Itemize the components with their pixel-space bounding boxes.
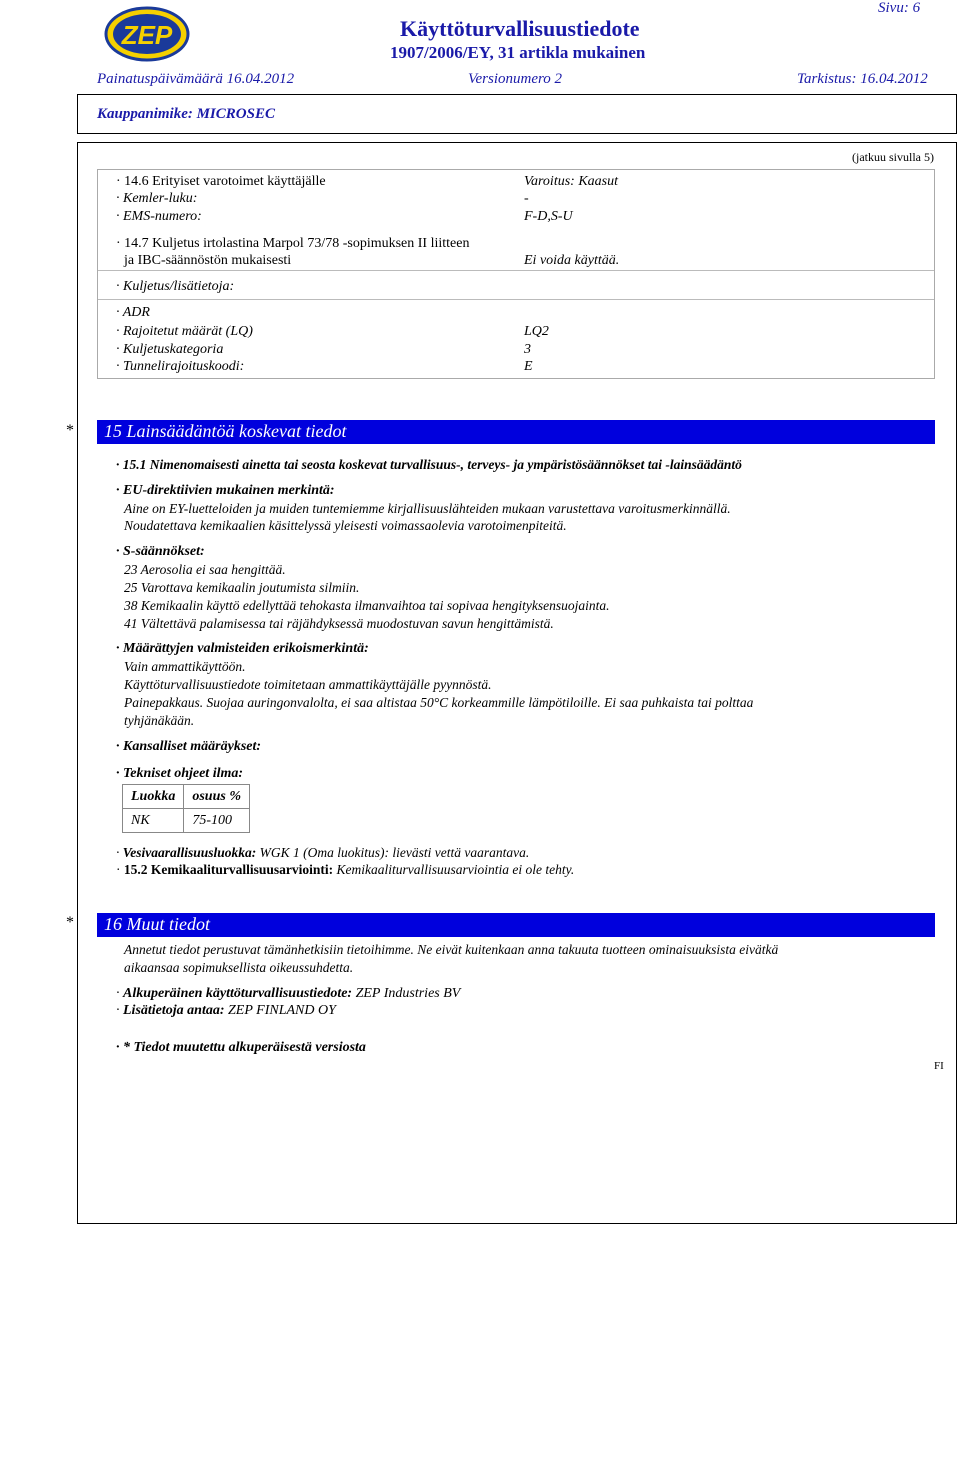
original-sds-label: Alkuperäinen käyttöturvallisuustiedote: [123, 986, 353, 1001]
contact-value: ZEP FINLAND OY [228, 1003, 336, 1018]
print-date: Painatuspäivämäärä 16.04.2012 [97, 71, 295, 87]
s14-label: 14.6 Erityiset varotoimet käyttäjälle [124, 174, 326, 189]
trade-name: Kauppanimike: MICROSEC [97, 106, 275, 122]
table-header-row [123, 785, 250, 809]
table-header-cell: Luokka [123, 785, 184, 809]
s14-value: E [524, 359, 533, 374]
section-16-bar [97, 913, 935, 937]
s14-row-category: · Kuljetuskategoria [116, 342, 224, 357]
s-rule-41: 41 Vältettävä palamisessa tai räjähdyksessä muodostuvan savun hengittämistä. [124, 616, 554, 631]
chem-safety-row: · 15.2 Kemikaaliturvallisuusarviointi: Kemikaaliturvallisuusarviointia ei ole tehty. [116, 862, 575, 877]
s14-label: EMS-numero: [123, 209, 202, 224]
chem-safety-value: Kemikaaliturvallisuusarviointia ei ole tehty. [336, 862, 575, 877]
tech-label-text: Tekniset ohjeet ilma: [123, 766, 244, 781]
disclaimer-line-1: Annetut tiedot perustuvat tämänhetkisiin tietoihimme. Ne eivät kuitenkaan anna takuuta tuotteen ominaisuuksista eivätkä [124, 942, 779, 957]
chem-safety-label: 15.2 Kemikaaliturvallisuusarviointi: [123, 862, 334, 877]
s14-row-lq: · Rajoitetut määrät (LQ) [116, 324, 253, 339]
s14-label: 14.7 Kuljetus irtolastina Marpol 73/78 -sopimuksen II liitteen [124, 236, 470, 251]
water-hazard-label: Vesivaarallisuusluokka: [122, 845, 257, 860]
s14-label: Kuljetus/lisätietoja: [123, 279, 235, 294]
table-header-cell: osuus % [184, 785, 250, 809]
s14-value: Varoitus: Kaasut [524, 174, 618, 189]
continuation-note: (jatkuu sivulla 5) [852, 150, 934, 164]
s14-row-kemler: · Kemler-luku: [116, 191, 198, 206]
eu-label: · EU-direktiivien mukainen merkintä: [116, 483, 335, 498]
language-tag: FI [934, 1060, 944, 1072]
s-rules-label: · S-säännökset: [116, 544, 205, 559]
special-label: · Määrättyjen valmisteiden erikoismerkintä: [116, 641, 369, 656]
s14-row-ems: · EMS-numero: [116, 209, 202, 224]
table-cell: 75-100 [184, 809, 250, 833]
s14-row-marpol: · 14.7 Kuljetus irtolastina Marpol 73/78 -sopimuksen II liitteen [116, 236, 470, 251]
document-subtitle: 1907/2006/EY, 31 artikla mukainen [390, 43, 646, 62]
s14-label-cont: ja IBC-säännöstön mukaisesti [124, 253, 292, 268]
document-title: Käyttöturvallisuustiedote [400, 16, 640, 41]
page-number: Sivu: 6 [878, 0, 921, 16]
s-rule-23: 23 Aerosolia ei saa hengittää. [124, 562, 286, 577]
water-hazard-row: · Vesivaarallisuusluokka: WGK 1 (Oma luokitus): lievästi vettä vaarantava. [116, 845, 530, 860]
changed-marker: * [66, 914, 74, 931]
s14-row-transport-info: · Kuljetus/lisätietoja: [116, 279, 235, 294]
section-15-title: 15 Lainsäädäntöä koskevat tiedot [104, 421, 347, 441]
s-rules-label-text: S-säännökset: [123, 544, 205, 559]
s14-value: LQ2 [524, 324, 549, 339]
s14-row-special-precautions: · 14.6 Erityiset varotoimet käyttäjälle [116, 174, 326, 189]
s-rule-25: 25 Varottava kemikaalin joutumista silmiin. [124, 580, 360, 595]
s14-row-adr: · ADR [116, 305, 150, 320]
contact-label: Lisätietoja antaa: [123, 1003, 225, 1018]
tech-label: · Tekniset ohjeet ilma: [116, 766, 244, 781]
eu-label-text: EU-direktiivien mukainen merkintä: [123, 483, 335, 498]
zep-logo [104, 6, 190, 62]
special-line-2: Käyttöturvallisuustiedote toimitetaan ammattikäyttäjälle pyynnöstä. [124, 677, 492, 692]
s14-value: F-D,S-U [524, 209, 573, 224]
changed-marker: * [66, 422, 74, 439]
s14-label: Rajoitetut määrät (LQ) [123, 324, 253, 339]
special-line-1: Vain ammattikäyttöön. [124, 659, 246, 674]
special-line-4: tyhjänäkään. [124, 713, 195, 728]
divider [98, 299, 934, 300]
national-label: · Kansalliset määräykset: [116, 739, 262, 754]
s14-row-tunnel: · Tunnelirajoituskoodi: [116, 359, 245, 374]
eu-line-2: Noudatettava kemikaalien käsittelyssä yleisesti voimassaolevia varotoimenpiteitä. [124, 518, 567, 533]
s14-label: Kemler-luku: [123, 191, 198, 206]
s15-intro-text: 15.1 Nimenomaisesti ainetta tai seosta koskevat turvallisuus-, terveys- ja ympäristösäännökset tai -lainsäädäntö [122, 457, 742, 472]
contact-row: · Lisätietoja antaa: ZEP FINLAND OY [116, 1003, 336, 1018]
air-class-table-wrap [122, 784, 250, 833]
air-class-table [122, 784, 250, 833]
disclaimer-line-2: aikaansaa sopimuksellista oikeussuhdetta. [124, 960, 354, 975]
s14-value: 3 [524, 342, 531, 357]
table-row [123, 809, 250, 833]
water-hazard-value: WGK 1 (Oma luokitus): lievästi vettä vaarantava. [259, 845, 530, 860]
s14-label: ADR [122, 305, 150, 320]
logo-text: ZEP [121, 20, 173, 50]
original-sds-row: · Alkuperäinen käyttöturvallisuustiedote: ZEP Industries BV [116, 986, 461, 1001]
s-rule-38: 38 Kemikaalin käyttö edellyttää tehokasta ilmanvaihtoa tai sopivaa hengityksensuojainta. [124, 598, 610, 613]
eu-line-1: Aine on EY-luetteloiden ja muiden tuntemiemme kirjallisuuslähteiden mukaan varustettava varoitusmerkinnällä. [124, 501, 731, 516]
s15-intro: · 15.1 Nimenomaisesti ainetta tai seosta koskevat turvallisuus-, terveys- ja ympäristösäännökset tai -lainsäädäntö [116, 457, 742, 472]
special-line-3: Painepakkaus. Suojaa auringonvalolta, ei saa altistaa 50°C korkeammille lämpötiloille. Ei saa puhkaista tai polttaa [124, 695, 754, 710]
version-number: Versionumero 2 [468, 71, 563, 87]
national-label-text: Kansalliset määräykset: [123, 739, 262, 754]
table-cell: NK [123, 809, 184, 833]
s14-label: Tunnelirajoituskoodi: [123, 359, 245, 374]
s14-value: Ei voida käyttää. [524, 253, 620, 268]
s14-label: Kuljetuskategoria [123, 342, 224, 357]
special-label-text: Määrättyjen valmisteiden erikoismerkintä: [123, 641, 369, 656]
revision-date: Tarkistus: 16.04.2012 [797, 71, 928, 87]
s14-value: - [524, 191, 529, 206]
changed-note: · * Tiedot muutettu alkuperäisestä versiosta [116, 1040, 366, 1055]
changed-note-text: * Tiedot muutettu alkuperäisestä versiosta [123, 1040, 366, 1055]
divider [98, 270, 934, 271]
section-16-title: 16 Muut tiedot [104, 914, 210, 934]
original-sds-value: ZEP Industries BV [355, 986, 461, 1001]
